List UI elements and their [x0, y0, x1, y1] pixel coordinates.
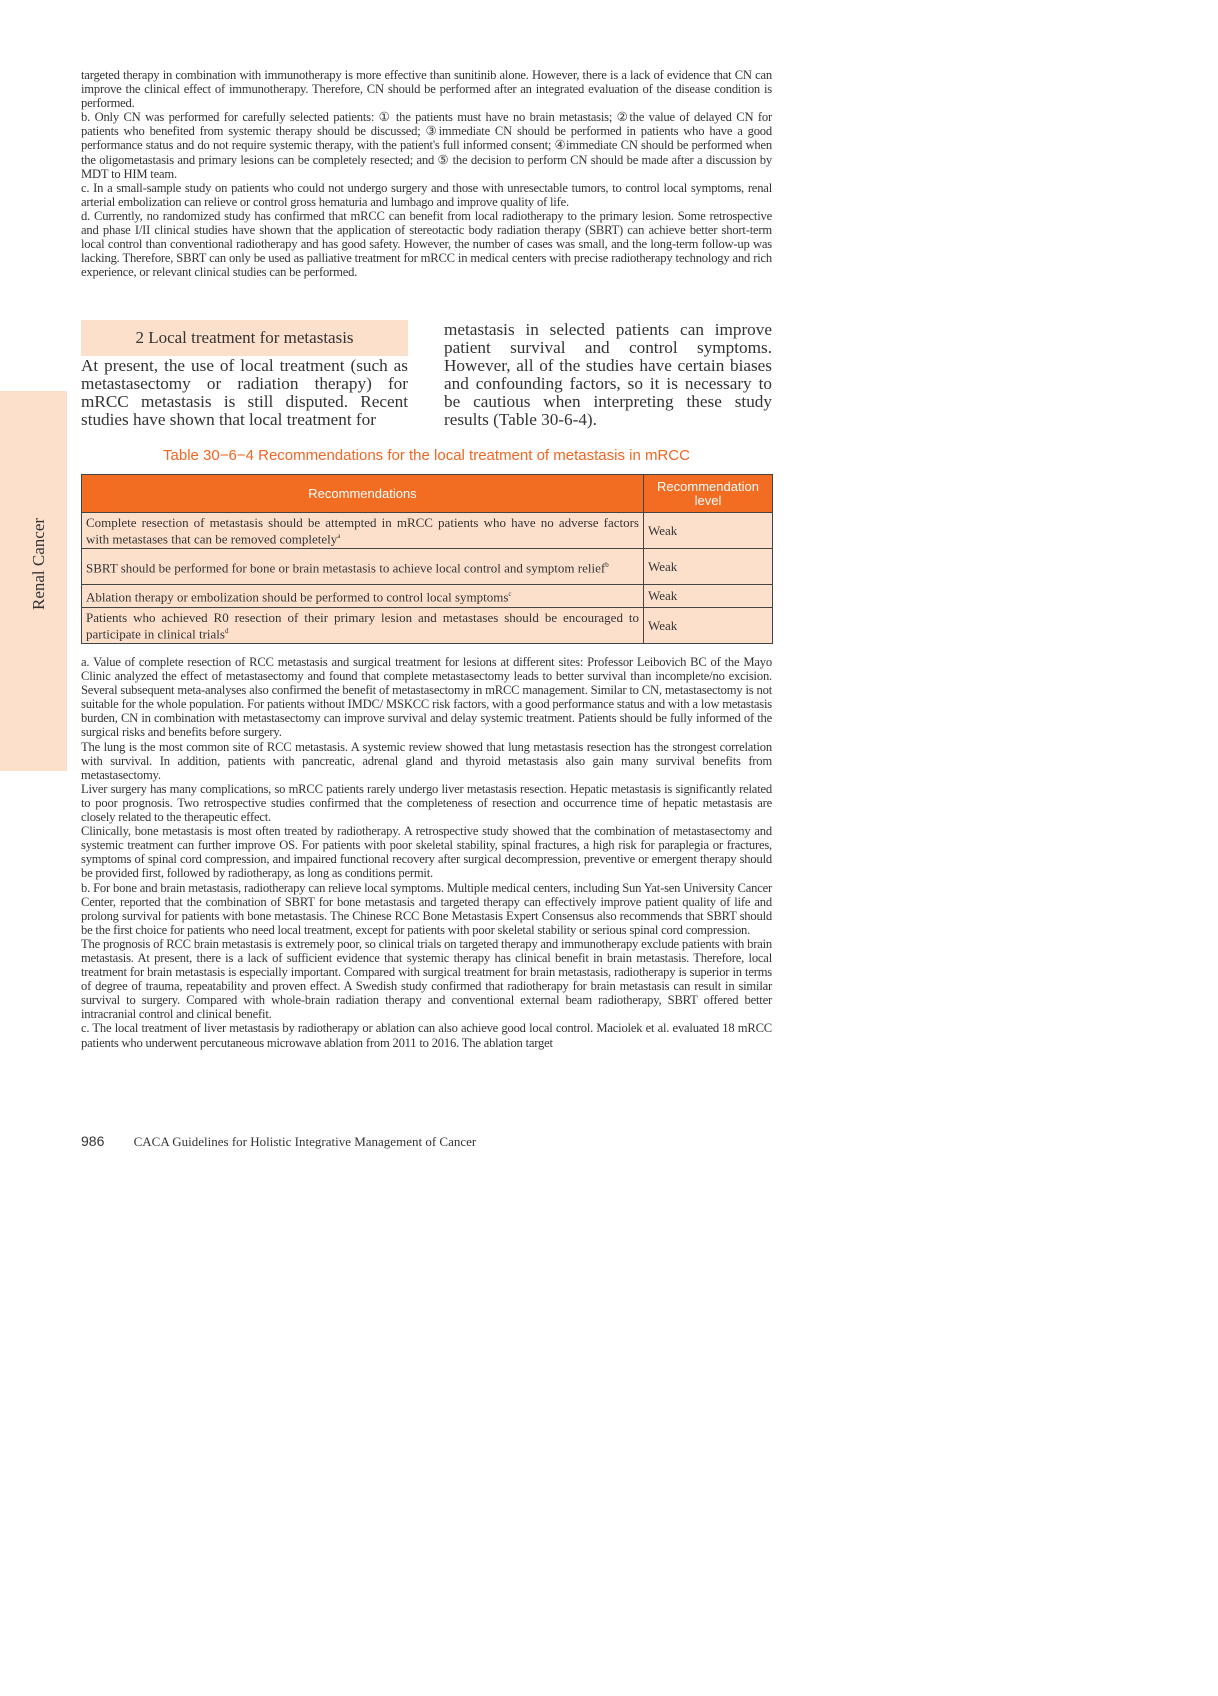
table-row [82, 549, 773, 585]
paragraph: a. Value of complete resection of RCC metastasis and surgical treatment for lesions at different sites: Professor Leibovich BC of the Mayo Clinic analyzed the effect of metastasectomy and found that complete metastasectomy leads to better survival than incomplete/no excision. Several subsequent meta-analyses also confirmed the benefit of metastasectomy in mRCC management. Similar to CN, metastasectomy is not suitable for the whole population. For patients without IMDC/ MSKCC risk factors, with a good performance status and with a low metastasis burden, CN in combination with metastasectomy can improve survival and delay systemic treatment. Patients should be fully informed of the surgical risks and benefits before surgery. [81, 655, 772, 740]
recommendation-cell [82, 549, 644, 585]
recommendation-text: Complete resection of metastasis should be attempted in mRCC patients who have no adverse factors with metastases that can be removed completely [86, 515, 639, 546]
paragraph: c. The local treatment of liver metastasis by radiotherapy or ablation can also achieve good local control. Maciolek et al. evaluated 18 mRCC patients who underwent percutaneous microwave ablation from 2011 to 2016. The ablation target [81, 1021, 772, 1050]
paragraph: The prognosis of RCC brain metastasis is extremely poor, so clinical trials on targeted therapy and immunotherapy exclude patients with brain metastasis. At present, there is a lack of sufficient evidence that systemic therapy has clinical benefit in brain metastasis. Therefore, local treatment for brain metastasis is especially important. Compared with surgical treatment for brain metastasis, radiotherapy is superior in terms of degree of trauma, repeatability and proven effect. A Swedish study confirmed that radiotherapy for brain metastasis can result in similar survival to surgery. Compared with whole-brain radiation therapy and conventional external beam radiotherapy, SBRT offered better intracranial control and clinical benefit. [81, 936, 772, 1022]
paragraph: Clinically, bone metastasis is most often treated by radiotherapy. A retrospective study showed that the combination of metastasectomy and systemic treatment can further improve OS. For patients with poor skeletal stability, spinal fractures, a high risk for paraplegia or fractures, symptoms of spinal cord compression, and impaired functional recovery after surgical decompression, preventive or emergent therapy should be provided first, followed by radiotherapy, as long as conditions permit. [81, 824, 772, 881]
section-text-right: metastasis in selected patients can improve patient survival and control symptoms. However, all of the studies have certain biases and confounding factors, so it is necessary to be cautious when interpreting these study results (Table 30-6-4). [444, 320, 772, 429]
column-header: Recommendation level [644, 475, 773, 513]
level-cell: Weak [644, 585, 773, 608]
table-row [82, 513, 773, 549]
section-heading: 2 Local treatment for metastasis [81, 320, 408, 356]
footnote-marker: b [605, 560, 609, 569]
recommendation-cell [82, 513, 644, 549]
paragraph: b. Only CN was performed for carefully selected patients: ① the patients must have no brain metastasis; ②the value of delayed CN for patients who benefited from systemic therapy should be discussed; ③immediate CN should be performed in patients who have a good performance status and do not require systemic therapy, with the patient's full informed consent; ④immediate CN should be performed when the oligometastasis and primary lesions can be completely resected; and ⑤ the decision to perform CN should be made after a discussion by MDT to HIM team. [81, 110, 772, 181]
recommendation-cell [82, 585, 644, 608]
paragraph: d. Currently, no randomized study has confirmed that mRCC can benefit from local radiotherapy to the primary lesion. Some retrospective and phase I/II clinical studies have shown that the application of stereotactic body radiation therapy (SBRT) can achieve better short-term local control than conventional radiotherapy and has good safety. However, the number of cases was small, and the long-term follow-up was lacking. Therefore, SBRT can only be used as palliative treatment for mRCC in medical centers with precise radiotherapy technology and rich experience, or relevant clinical studies can be performed. [81, 208, 772, 280]
level-cell: Weak [644, 513, 773, 549]
paragraph: The lung is the most common site of RCC metastasis. A systemic review showed that lung metastasis resection has the strongest correlation with survival. In addition, patients with pancreatic, adrenal gland and thyroid metastasis also gain many survival benefits from metastasectomy. [81, 739, 772, 782]
recommendations-table [81, 474, 773, 644]
top-text [81, 68, 772, 279]
paragraph: b. For bone and brain metastasis, radiotherapy can relieve local symptoms. Multiple medical centers, including Sun Yat-sen University Cancer Center, reported that the combination of SBRT for bone metastasis and targeted therapy can effectively improve patient quality of life and prolong survival for patients with bone metastasis. The Chinese RCC Bone Metastasis Expert Consensus also recommends that SBRT should be the first choice for patients who need local treatment, except for patients with poor skeletal stability or serious spinal cord compression. [81, 880, 772, 937]
page-footer [81, 1133, 476, 1150]
table-row [82, 608, 773, 644]
notes-text [81, 655, 772, 1050]
side-tab-label: Renal Cancer [29, 517, 48, 610]
level-cell: Weak [644, 549, 773, 585]
table-row [82, 585, 773, 608]
footnote-marker: a [337, 531, 341, 540]
paragraph: Liver surgery has many complications, so mRCC patients rarely undergo liver metastasis resection. Hepatic metastasis is significantly related to poor prognosis. Two retrospective studies confirmed that the completeness of resection and occurrence time of hepatic metastasis are closely related to the therapeutic effect. [81, 781, 772, 825]
paragraph: c. In a small-sample study on patients who could not undergo surgery and those with unresectable tumors, to control local symptoms, renal arterial embolization can relieve or control gross hematuria and lumbago and improve quality of life. [81, 180, 772, 209]
book-title: CACA Guidelines for Holistic Integrative Management of Cancer [133, 1134, 477, 1149]
recommendation-text: SBRT should be performed for bone or brain metastasis to achieve local control and symptom relief [86, 560, 606, 576]
page-number: 986 [81, 1133, 105, 1149]
column-header: Recommendations [82, 475, 644, 513]
level-cell: Weak [644, 608, 773, 644]
footnote-marker: c [508, 590, 512, 599]
section-text-left: At present, the use of local treatment (such as metastasectomy or radiation therapy) for mRCC metastasis is still disputed. Recent studies have shown that local treatment for [81, 356, 408, 429]
table-title: Table 30−6−4 Recommendations for the local treatment of metastasis in mRCC [163, 447, 690, 464]
recommendation-cell [82, 608, 644, 644]
footnote-marker: d [224, 626, 229, 635]
recommendation-text: Patients who achieved R0 resection of their primary lesion and metastases should be encouraged to participate in clinical trials [86, 610, 639, 641]
paragraph: targeted therapy in combination with immunotherapy is more effective than sunitinib alone. However, there is a lack of evidence that CN can improve the clinical effect of immunotherapy. Therefore, CN should be performed after an integrated evaluation of the disease condition is performed. [81, 68, 772, 111]
recommendation-text: Ablation therapy or embolization should be performed to control local symptoms [86, 589, 509, 605]
